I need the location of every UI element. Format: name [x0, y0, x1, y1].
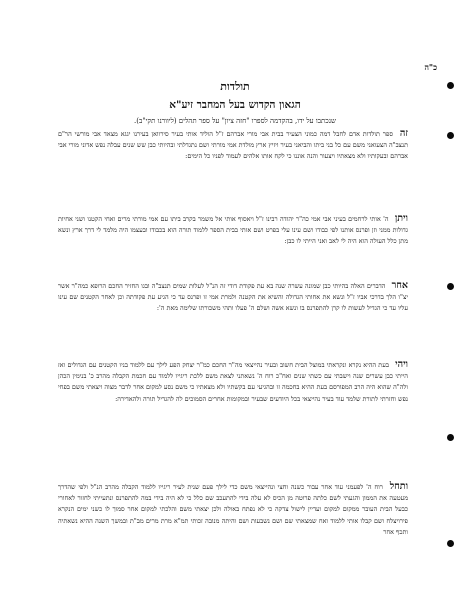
paragraph-lead-word: אחר [391, 280, 408, 291]
page-title: תולדות [220, 80, 250, 93]
paragraph-lead-word: זה [399, 128, 408, 139]
paragraph-text: ספר תולדות אדם לחבל דמה כמוני הצעיר בבית אבי מורי אברהם ז"ל הוליד אותי בעיר סירוואן בעירנו יגגא מצאד אבי מורשי הר"ם תנצב"ה הצעואני משם עם כל בני ביתו והביאני בעיר ויזיץ ארץ מולדת אמי מורתי ושם נתגדלתי ובהיותי כבן שש שנים עבלה נפש אדוני מורי אבי אברהם ובעקותיו ולא מצאתיו ויצעור והנה אוננו כי לקח אותו אלהים לעמוד לפניו כל הימים: [58, 130, 408, 161]
punch-hole-3 [447, 283, 454, 290]
paragraph-lead-word: ותחל [389, 481, 408, 492]
paragraph-text: בעת ההיא נקרא ונקראתי במוצל הבית חשוב ובעיר נהייצאי מה"ר החכם כמ"ר יצחק הפע לילך עם ללמוד בניו הקטנים עם הגדולים ואז הייתי כבן עשרים שנה וישבתי עם כשתי שנים ואח"כ רוח ה' נשאתני לצאת משם ללכת ריגייו ללמוד עם חכמת הקבלה מהרב כ' בנימין הכהן ולה"ה שהוא היה הרב המפורסם בעת ההיא בחכמה זו ובהגיעי עם בקשתיו ולא מצאתיו כי משם נסע למקום אחר לדבר מצוה ויצאתי משם בפחי נפש וחזרתי לתורת שלמד עוד בעיר נהייצאי בכל היודעים שבעיר ובמקומות אחרים הסמוכים לה להגדיל תורה ולהאדירה: [58, 361, 408, 403]
paragraph-1 [58, 128, 408, 163]
paragraph-5 [58, 481, 408, 538]
paragraph-4 [58, 359, 408, 405]
paragraph-text: רוח ה' לפעמני עוד אחר עבור כשנה וחצי ונהייצאי משם כדי לילך פעם שנית לעיר ריגייו ללמוד הקבלה מהרב הנ"ל ולפי שהדרך מעטעה את הממון והגעתי לשם כלתה פרוטה מן הכיס לא עלה בידי להתעכב שם כלל כי לא היה בידי במה להתפרנס ונתעייתי לחזור לאחורי כבעל הבית העובר ממקום למקום ועדיין לישול צדקה כי לא נפתח באולה ולכן יצאתי משם והלכתי למקום אחר סמוך לו כשני ימים הנקרא פירויצלח ושם קבלו אותי ללמוד ואח שמצאתי שם ושם נשבעות ושם והיתה מנובה זכותי תמ"א מרת מרים מב"ת ובמשך השנה ההיא נשאתיה ותכף אחר [58, 483, 408, 536]
paragraph-text: הדברים האלה בהיותי כבן שמונה עשרה שנה בא עת פקודת דודי זה הנ"ל לעלות שמים תנצב"ה ובגו החזיר החכם הרופא כמה"ר אשר יצ"ו הלך בדרכי אביו ז"ל ונשא את אחותי הגדולה והשיא את הקטנה ולמרת אמי זו ופרנס עד כי הגיע עת פקודתה וכן לאחר הקטנים שם עינו עליו עד כי הגדיל לעשות לו קרן להתפרנס בו ונשא אשה ושלם ה' פעלו ותהי משכורתו שלימה מאת ה': [58, 282, 408, 313]
paragraph-lead-word: ויהי [395, 359, 408, 370]
page-number: כ"ה [424, 62, 437, 72]
punch-hole-4 [447, 434, 454, 441]
punch-hole-2 [447, 132, 454, 139]
paragraph-3 [58, 280, 408, 315]
page-subtitle: שנכתבו על ידו, בהקדמה לספרו "חזה ציון" על ספר תהלים (ליוורנו תקי"ב). [134, 117, 336, 125]
punch-hole-5 [447, 540, 454, 547]
paragraph-text: ה' אותי לרחמים בעיני אבי אמי כה"ר יהודה רבינו ז"ל ויאסוף אותי אל משמר בקרב ביתו עם אמי מורתי מרים ואחי הקטנו ושני אחיות גדולות ממני וזן ופרנס אותנו לפי כבודו ושם עינו עלי בפרט ושם אותי בבית הספר ללמוד תורה הוא בכבודו ובעצמו היה מלמד לי דרך ארץ ונשא מתן כלל העולה הוא היה לי לאב ואני הייתי לו כבן: [58, 215, 408, 246]
paragraph-lead-word: ויתן [394, 213, 408, 224]
page-heading: הגאון הקדוש בעל המחבר זיע"א [169, 99, 301, 111]
paragraph-2 [58, 213, 408, 248]
